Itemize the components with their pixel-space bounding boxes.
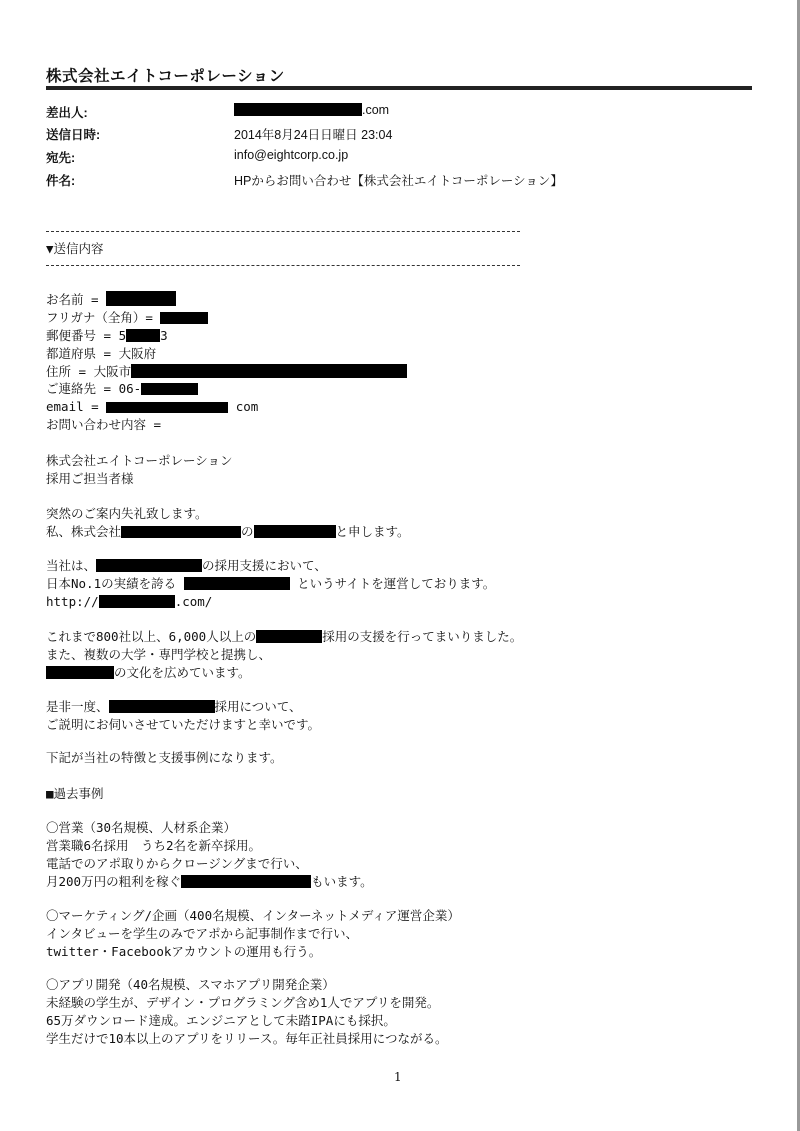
- msg-line: 私、株式会社 の と申します。: [46, 524, 410, 539]
- subject-label: 件名:: [46, 174, 76, 188]
- form-pref: 都道府県 = 大阪府: [46, 346, 157, 361]
- msg-line: 下記が当社の特徴と支援事例になります。: [46, 750, 283, 765]
- msg-line: 是非一度、 採用について、: [46, 699, 302, 714]
- msg-line: 採用ご担当者様: [46, 471, 134, 486]
- msg-line: 突然のご案内失礼致します。: [46, 506, 208, 521]
- form-kana: フリガナ（全角）=: [46, 309, 208, 326]
- case-line: 〇アプリ開発（40名規模、スマホアプリ開発企業）: [46, 977, 335, 992]
- case-line: インタビューを学生のみでアポから記事制作まで行い、: [46, 926, 359, 941]
- subject-value: HPからお問い合わせ【株式会社エイトコーポレーション】: [234, 174, 563, 188]
- msg-line: これまで800社以上、6,000人以上の 採用の支援を行ってまいりました。: [46, 629, 523, 644]
- header-rule: [46, 86, 752, 90]
- form-address: 住所 = 大阪市: [46, 363, 407, 380]
- case-line: 〇営業（30名規模、人材系企業）: [46, 820, 237, 835]
- form-zip: 郵便番号 = 5 3: [46, 328, 168, 343]
- redaction-block: [234, 103, 362, 116]
- case-line: 電話でのアポ取りからクロージングまで行い、: [46, 856, 308, 871]
- msg-line: http:// .com/: [46, 594, 213, 609]
- page-number: 1: [394, 1070, 402, 1084]
- msg-line: 株式会社エイトコーポレーション: [46, 453, 233, 468]
- from-label: 差出人:: [46, 106, 88, 120]
- to-label: 宛先:: [46, 151, 76, 165]
- sent-value: 2014年8月24日日曜日 23:04: [234, 128, 393, 142]
- case-line: 月200万円の粗利を稼ぐ もいます。: [46, 874, 373, 889]
- form-inquiry: お問い合わせ内容 =: [46, 417, 162, 432]
- section-title: ▼送信内容: [46, 241, 104, 256]
- case-line: twitter・Facebookアカウントの運用も行う。: [46, 944, 322, 959]
- cases-title: ■過去事例: [46, 786, 104, 801]
- case-line: 営業職6名採用 うち2名を新卒採用。: [46, 838, 262, 853]
- case-line: 学生だけで10本以上のアプリをリリース。毎年正社員採用につながる。: [46, 1031, 448, 1046]
- to-value: info@eightcorp.co.jp: [234, 148, 349, 162]
- divider: [46, 265, 520, 266]
- msg-line: ご説明にお伺いさせていただけますと幸いです。: [46, 717, 321, 732]
- case-line: 未経験の学生が、デザイン・プログラミング含め1人でアプリを開発。: [46, 995, 440, 1010]
- form-email: email = com: [46, 399, 259, 414]
- msg-line: 当社は、 の採用支援において、: [46, 558, 327, 573]
- form-name: お名前 =: [46, 291, 176, 308]
- msg-line: また、複数の大学・専門学校と提携し、: [46, 647, 272, 662]
- from-value: .com: [234, 103, 389, 117]
- form-contact: ご連絡先 = 06-: [46, 380, 198, 397]
- case-line: 65万ダウンロード達成。エンジニアとして未踏IPAにも採択。: [46, 1013, 396, 1028]
- case-line: 〇マーケティング/企画（400名規模、インターネットメディア運営企業）: [46, 908, 460, 923]
- msg-line: の文化を広めています。: [46, 664, 251, 681]
- divider: [46, 231, 520, 232]
- msg-line: 日本No.1の実績を誇る というサイトを運営しております。: [46, 576, 496, 591]
- sent-label: 送信日時:: [46, 128, 101, 142]
- company-title: 株式会社エイトコーポレーション: [46, 68, 285, 85]
